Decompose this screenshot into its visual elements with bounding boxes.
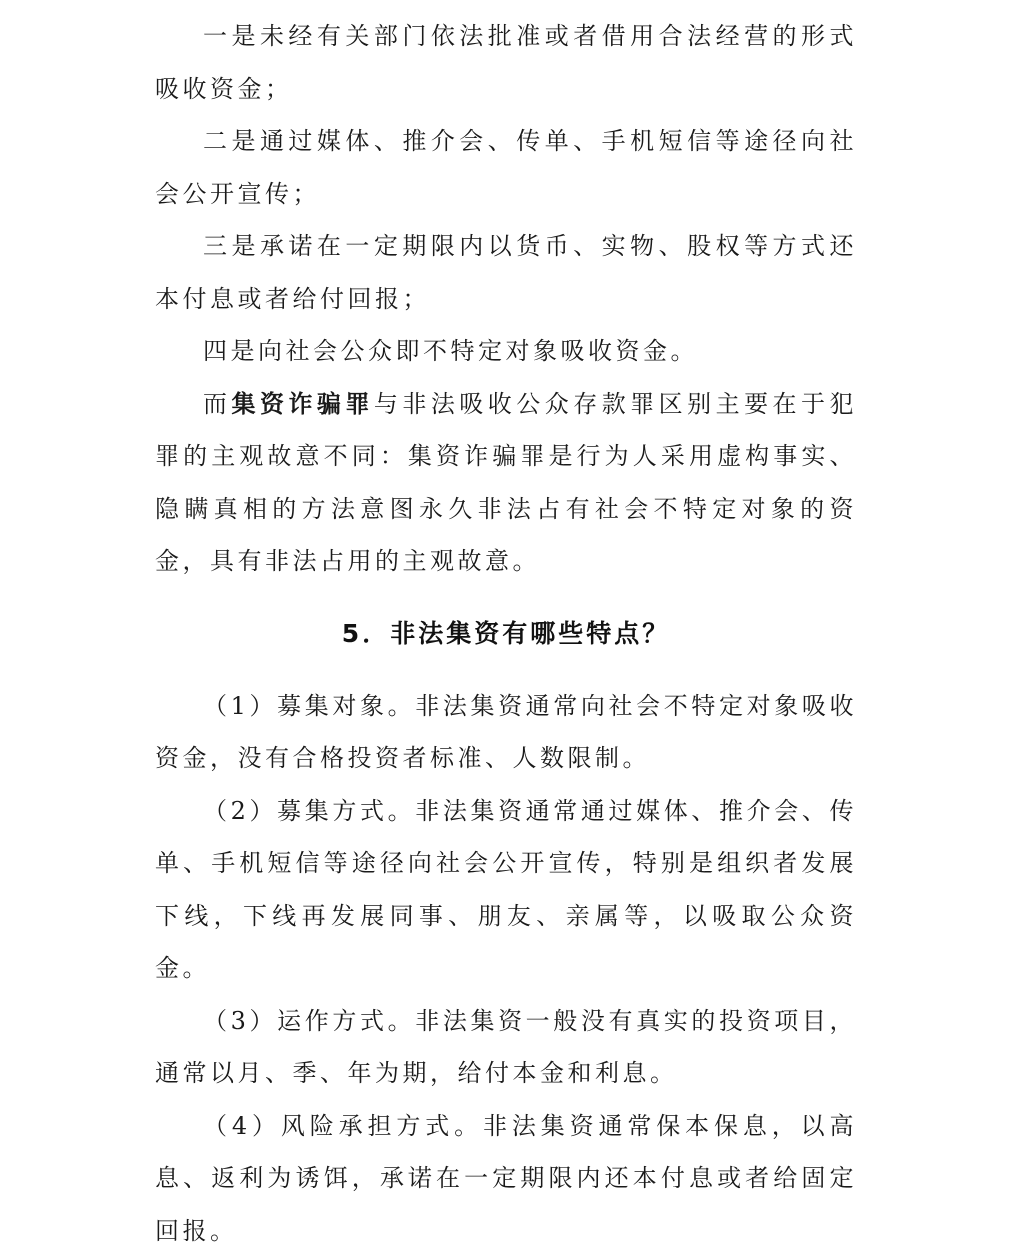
feature-paragraph-2: （2）募集方式。非法集资通常通过媒体、推介会、传单、手机短信等途径向社会公开宣传，特别是组织者发展下线，下线再发展同事、朋友、亲属等，以吸取公众资金。 xyxy=(155,785,857,995)
comparison-prefix: 而 xyxy=(203,390,231,418)
feature-paragraph-1: （1）募集对象。非法集资通常向社会不特定对象吸收资金，没有合格投资者标准、人数限制。 xyxy=(155,680,857,785)
document-page xyxy=(155,10,857,1257)
comparison-rest: 与非法吸收公众存款罪区别主要在于犯罪的主观故意不同：集资诈骗罪是行为人采用虚构事实、隐瞒真相的方法意图永久非法占有社会不特定对象的资金，具有非法占用的主观故意。 xyxy=(155,390,857,576)
criterion-paragraph-1: 一是未经有关部门依法批准或者借用合法经营的形式吸收资金； xyxy=(155,10,857,115)
feature-paragraph-3: （3）运作方式。非法集资一般没有真实的投资项目，通常以月、季、年为期，给付本金和利息。 xyxy=(155,995,857,1100)
feature-paragraph-4: （4）风险承担方式。非法集资通常保本保息，以高息、返利为诱饵，承诺在一定期限内还本付息或者给固定回报。 xyxy=(155,1100,857,1257)
criterion-paragraph-3: 三是承诺在一定期限内以货币、实物、股权等方式还本付息或者给付回报； xyxy=(155,220,857,325)
comparison-paragraph xyxy=(155,378,857,588)
criterion-paragraph-4: 四是向社会公众即不特定对象吸收资金。 xyxy=(155,325,857,378)
criterion-paragraph-2: 二是通过媒体、推介会、传单、手机短信等途径向社会公开宣传； xyxy=(155,115,857,220)
section-heading: 5．非法集资有哪些特点？ xyxy=(155,588,857,680)
comparison-bold-term: 集资诈骗罪 xyxy=(231,390,373,418)
